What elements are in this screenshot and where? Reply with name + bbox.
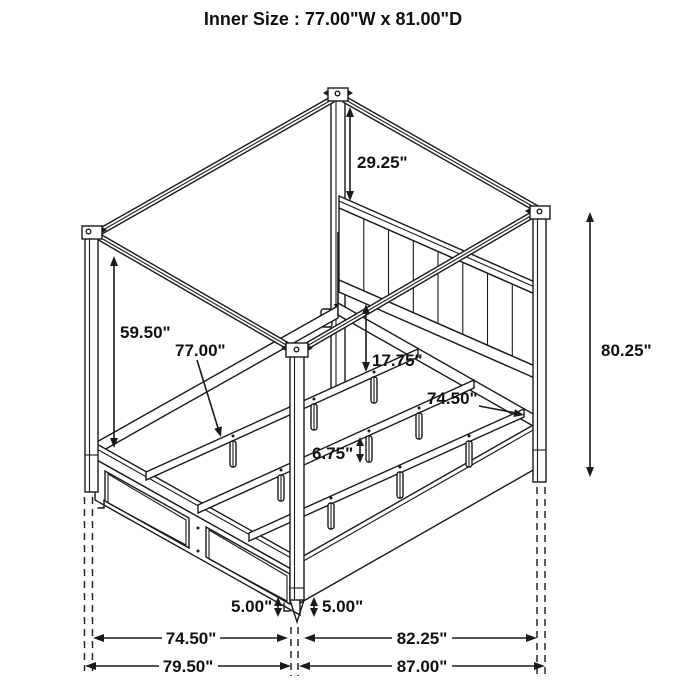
dim-label-77-00: 77.00" (175, 341, 226, 360)
dim-label-59-50: 59.50" (120, 323, 171, 342)
dim-overall-depth (299, 657, 545, 676)
diagram-title: Inner Size : 77.00"W x 81.00"D (203, 9, 463, 29)
dim-label-6-75: 6.75" (312, 444, 354, 463)
dim-label-79-50: 79.50" (162, 657, 214, 676)
dim-footboard-width (93, 629, 288, 648)
dim-overall-width (85, 657, 291, 676)
dim-overall-height (586, 212, 652, 477)
dim-side-rail-length (304, 629, 537, 648)
dim-label-17-75: 17.75" (372, 351, 423, 370)
left-post (85, 232, 98, 492)
dim-label-80-25: 80.25" (601, 341, 652, 360)
dim-label-82-25: 82.25" (396, 629, 448, 648)
dim-label-87-00: 87.00" (396, 657, 448, 676)
right-post (533, 212, 546, 482)
dim-label-74-50-mid: 74.50" (427, 389, 478, 408)
dim-label-5-00-right: 5.00" (322, 597, 364, 616)
dim-foot-clearance-right (310, 597, 363, 617)
front-post (290, 350, 304, 622)
dim-label-5-00-left: 5.00" (231, 597, 273, 616)
dim-label-74-50-bottom: 74.50" (165, 629, 217, 648)
dim-label-29-25: 29.25" (357, 153, 408, 172)
headboard (339, 196, 537, 379)
